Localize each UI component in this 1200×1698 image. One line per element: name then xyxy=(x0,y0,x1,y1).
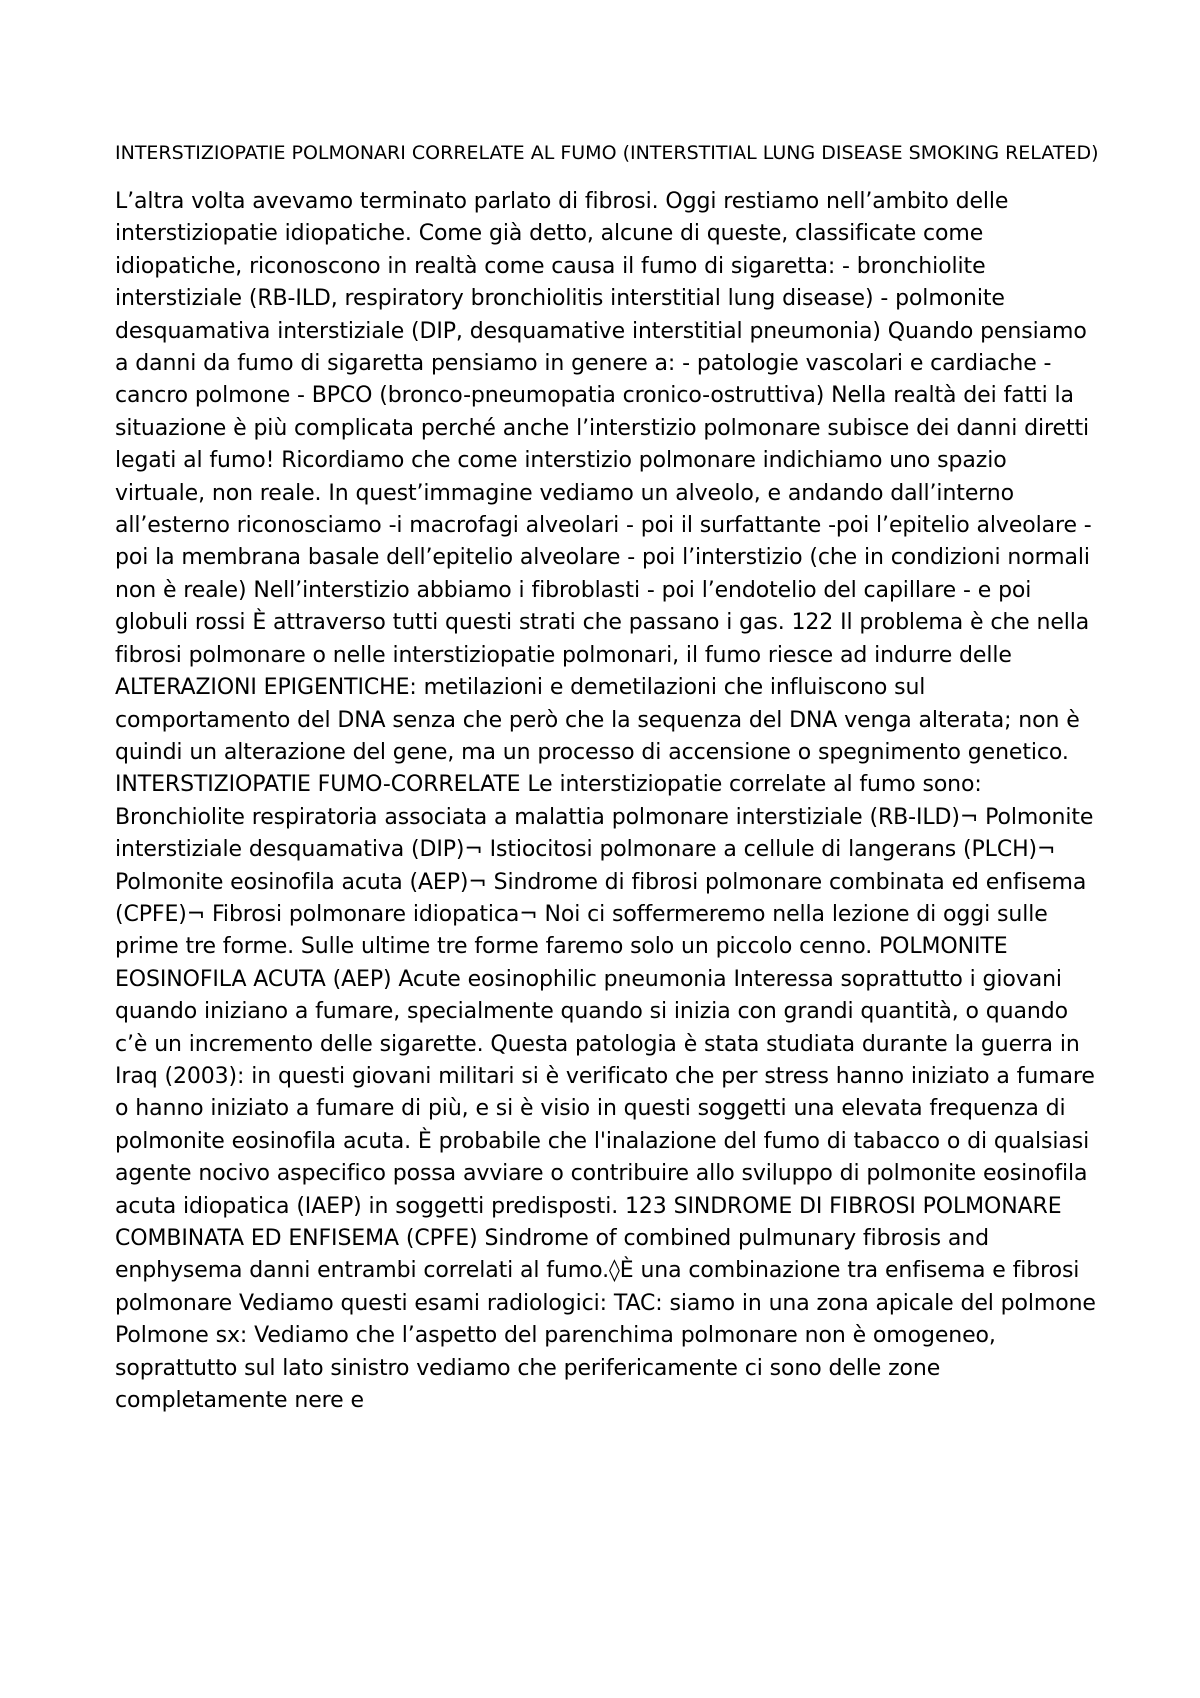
document-title: INTERSTIZIOPATIE POLMONARI CORRELATE AL FUMO (INTERSTITIAL LUNG DISEASE SMOKING RELATED) xyxy=(115,142,1099,164)
document-content xyxy=(115,137,1100,1417)
document-body: L’altra volta avevamo terminato parlato di fibrosi. Oggi restiamo nell’ambito delle interstiziopatie idiopatiche. Come già detto, alcune di queste, classificate come idiopatiche, riconoscono in realtà come causa il fumo di sigaretta: - bronchiolite interstiziale (RB-ILD, respiratory bronchiolitis interstitial lung disease) - polmonite desquamativa interstiziale (DIP, desquamative interstitial pneumonia) Quando pensiamo a danni da fumo di sigaretta pensiamo in genere a: - patologie vascolari e cardiache - cancro polmone - BPCO (bronco-pneumopatia cronico-ostruttiva) Nella realtà dei fatti la situazione è più complicata perché anche l’interstizio polmonare subisce dei danni diretti legati al fumo! Ricordiamo che come interstizio polmonare indichiamo uno spazio virtuale, non reale. In quest’immagine vediamo un alveolo, e andando dall’interno all’esterno riconosciamo -i macrofagi alveolari - poi il surfattante -poi l’epitelio alveolare - poi la membrana basale dell’epitelio alveolare - poi l’interstizio (che in condizioni normali non è reale) Nell’interstizio abbiamo i fibroblasti - poi l’endotelio del capillare - e poi globuli rossi È attraverso tutti questi strati che passano i gas. 122 Il problema è che nella fibrosi polmonare o nelle interstiziopatie polmonari, il fumo riesce ad indurre delle ALTERAZIONI EPIGENTICHE: metilazioni e demetilazioni che influiscono sul comportamento del DNA senza che però che la sequenza del DNA venga alterata; non è quindi un alterazione del gene, ma un processo di accensione o spegnimento genetico. INTERSTIZIOPATIE FUMO-CORRELATE Le interstiziopatie correlate al fumo sono: Bronchiolite respiratoria associata a malattia polmonare interstiziale (RB-ILD)¬ Polmonite interstiziale desquamativa (DIP)¬ Istiocitosi polmonare a cellule di langerans (PLCH)¬ Polmonite eosinofila acuta (AEP)¬ Sindrome di fibrosi polmonare combinata ed enfisema (CPFE)¬ Fibrosi polmonare idiopatica¬ Noi ci soffermeremo nella lezione di oggi sulle prime tre forme. Sulle ultime tre forme faremo solo un piccolo cenno. POLMONITE EOSINOFILA ACUTA (AEP) Acute eosinophilic pneumonia Interessa soprattutto i giovani quando iniziano a fumare, specialmente quando si inizia con grandi quantità, o quando c’è un incremento delle sigarette. Questa patologia è stata studiata durante la guerra in Iraq (2003): in questi giovani militari si è verificato che per stress hanno iniziato a fumare o hanno iniziato a fumare di più, e si è visio in questi soggetti una elevata frequenza di polmonite eosinofila acuta. È probabile che l'inalazione del fumo di tabacco o di qualsiasi agente nocivo aspecifico possa avviare o contribuire allo sviluppo di polmonite eosinofila acuta idiopatica (IAEP) in soggetti predisposti. 123 SINDROME DI FIBROSI POLMONARE COMBINATA ED ENFISEMA (CPFE) Sindrome of combined pulmunary fibrosis and enphysema danni entrambi correlati al fumo.◊È una combinazione tra enfisema e fibrosi polmonare Vediamo questi esami radiologici: TAC: siamo in una zona apicale del polmone Polmone sx: Vediamo che l’aspetto del parenchima polmonare non è omogeneo, soprattutto sul lato sinistro vediamo che perifericamente ci sono delle zone completamente nere e xyxy=(115,189,1096,1414)
